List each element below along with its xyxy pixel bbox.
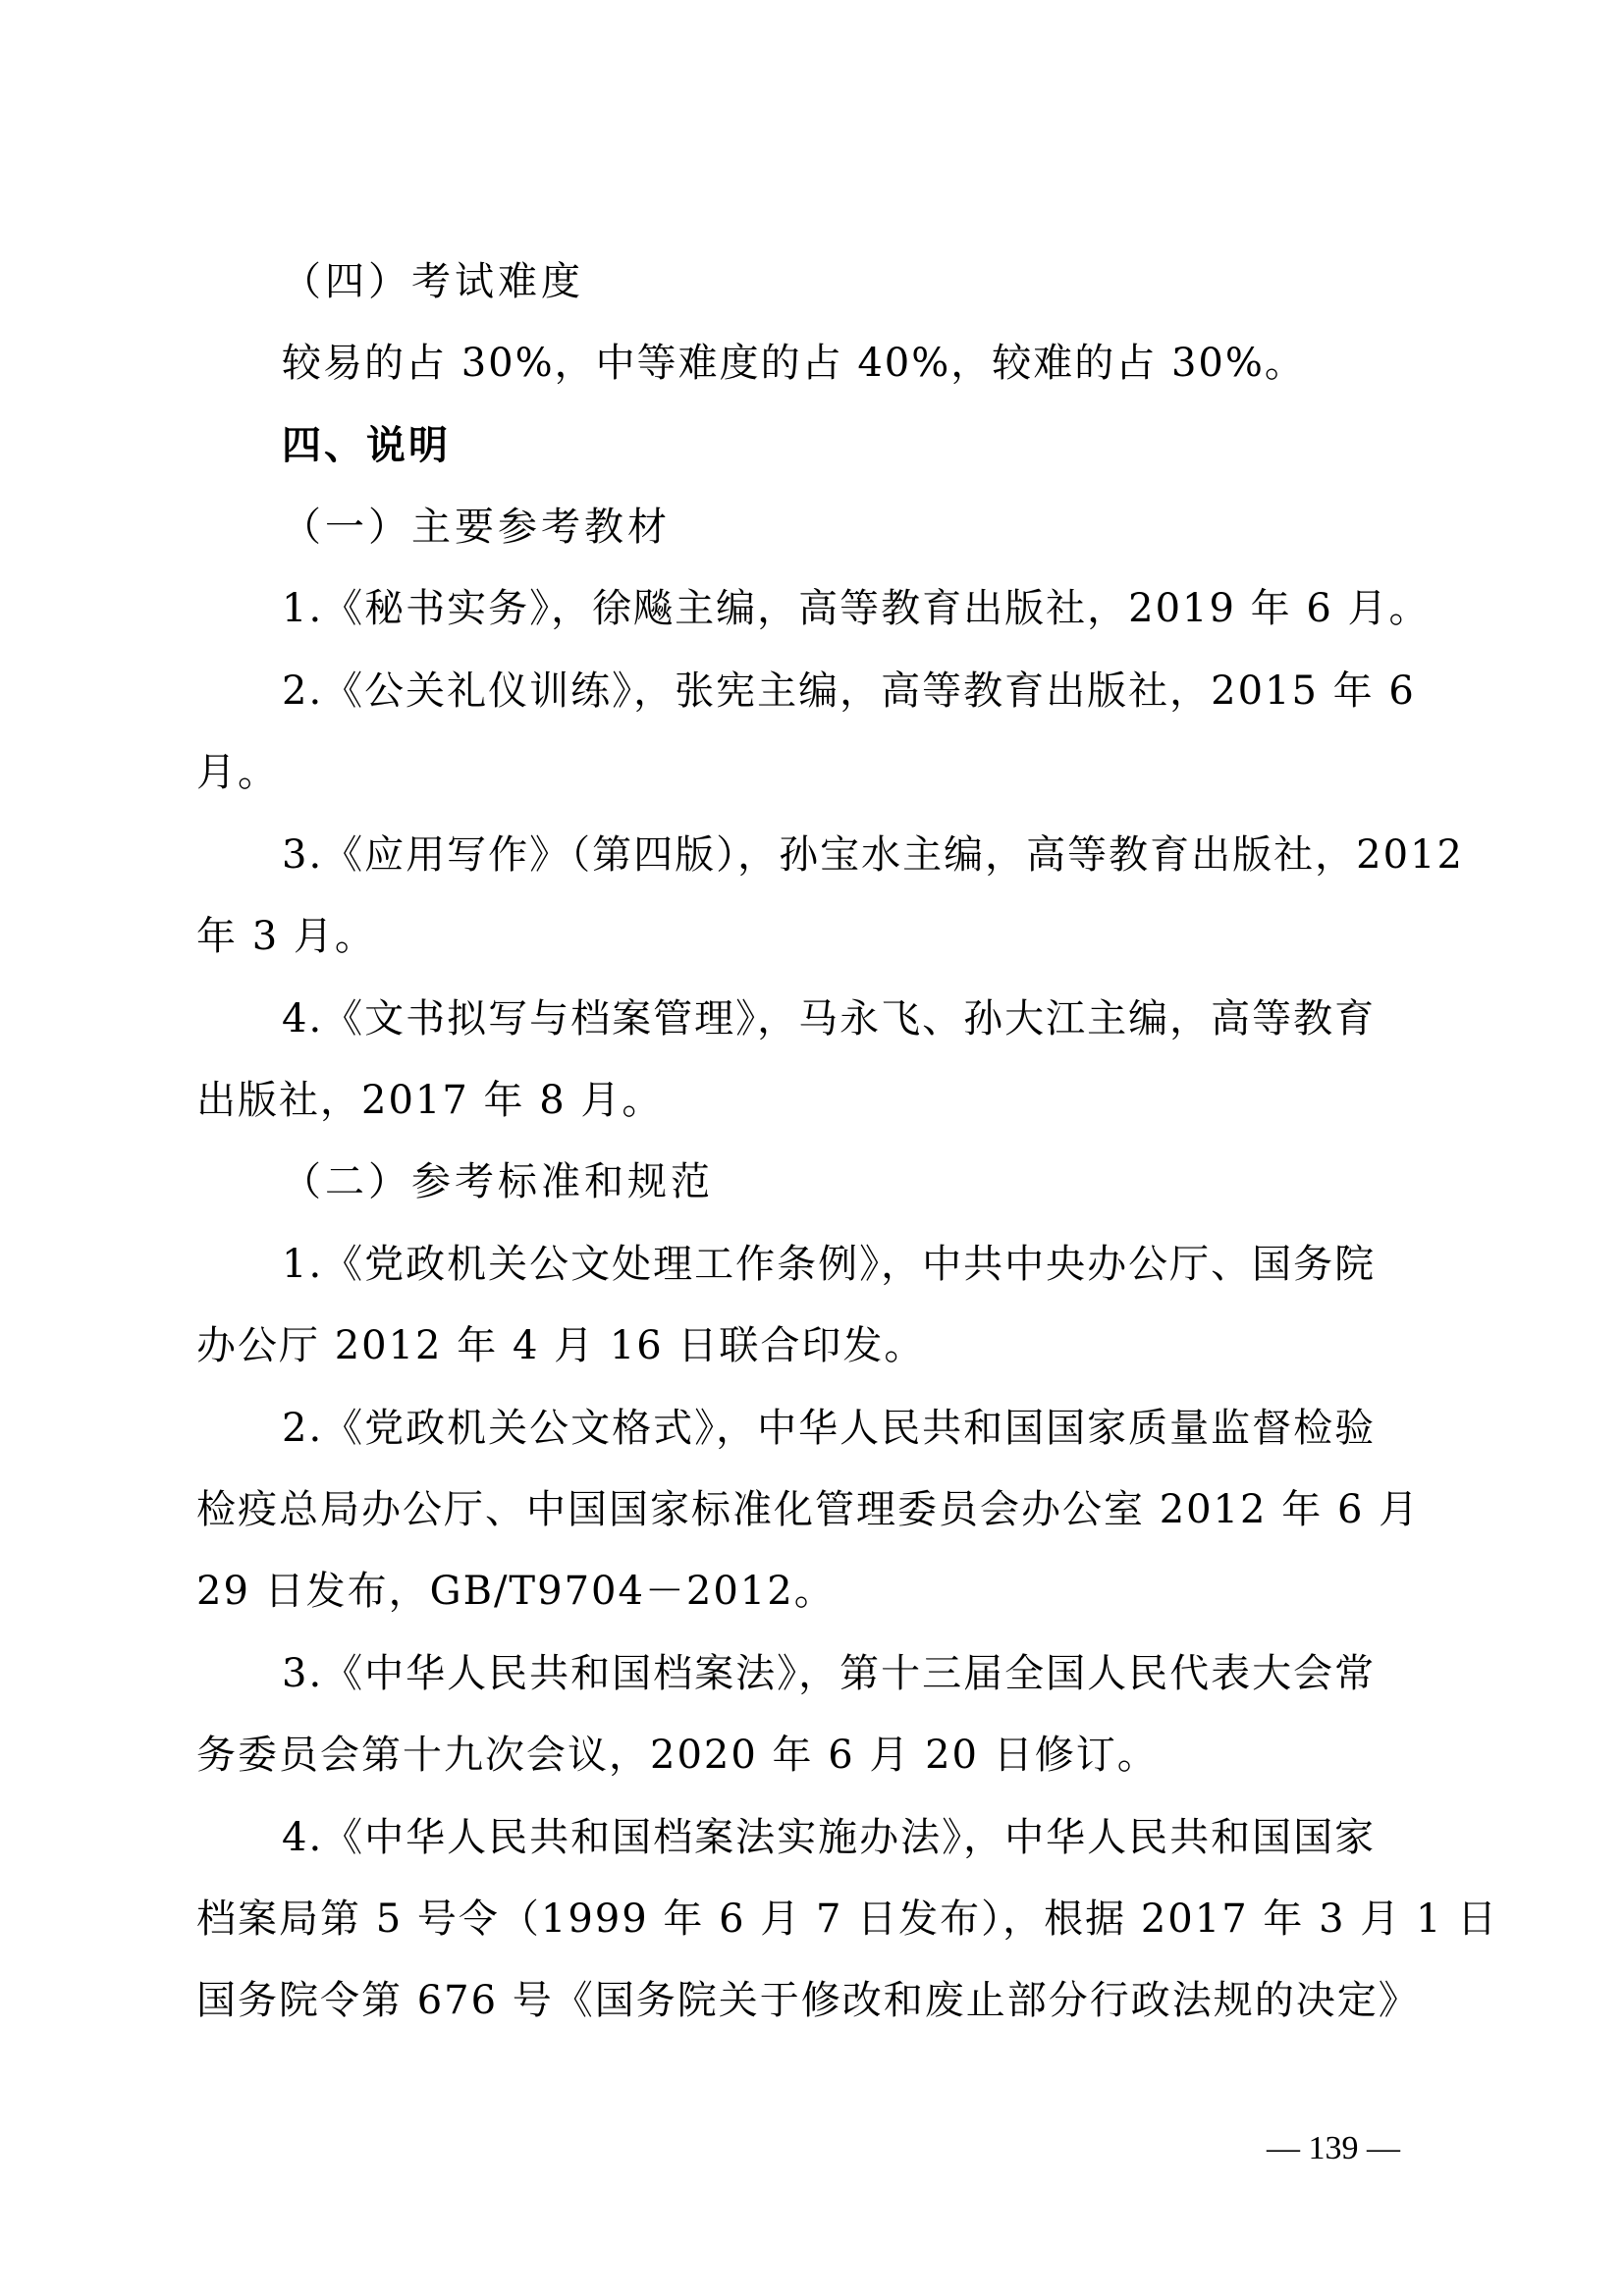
textbook-item-4-line-2: 出版社，2017 年 8 月。	[196, 1078, 664, 1123]
textbook-item-1-line-1: 1.《秘书实务》，徐飚主编，高等教育出版社，2019 年 6 月。	[282, 586, 1431, 631]
textbook-item-3-line-1: 3.《应用写作》（第四版），孙宝水主编，高等教育出版社，2012	[282, 832, 1464, 878]
standard-item-1-line-1: 1.《党政机关公文处理工作条例》，中共中央办公厅、国务院	[282, 1242, 1377, 1287]
standard-item-4-line-3: 国务院令第 676 号《国务院关于修改和废止部分行政法规的决定》	[196, 1978, 1420, 2023]
standard-item-3-line-2: 务委员会第十九次会议，2020 年 6 月 20 日修订。	[196, 1733, 1159, 1778]
page-number: — 139 —	[1267, 2130, 1400, 2166]
standard-item-3-line-1: 3.《中华人民共和国档案法》，第十三届全国人民代表大会常	[282, 1651, 1377, 1696]
standard-item-4-line-1: 4.《中华人民共和国档案法实施办法》，中华人民共和国国家	[282, 1815, 1377, 1860]
notes-heading: 四、说明	[282, 422, 451, 468]
textbooks-heading: （一）主要参考教材	[282, 505, 671, 550]
standard-item-2-line-1: 2.《党政机关公文格式》，中华人民共和国国家质量监督检验	[282, 1406, 1377, 1451]
textbook-item-4-line-1: 4.《文书拟写与档案管理》，马永飞、孙大江主编，高等教育	[282, 996, 1377, 1041]
difficulty-text: 较易的占 30%，中等难度的占 40%，较难的占 30%。	[282, 341, 1306, 386]
standards-heading: （二）参考标准和规范	[282, 1159, 714, 1204]
textbook-item-2-line-2: 月。	[196, 750, 279, 795]
textbook-item-3-line-2: 年 3 月。	[196, 914, 376, 959]
difficulty-heading: （四）考试难度	[282, 259, 584, 304]
textbook-item-2-line-1: 2.《公关礼仪训练》，张宪主编，高等教育出版社，2015 年 6	[282, 668, 1416, 714]
standard-item-2-line-2: 检疫总局办公厅、中国国家标准化管理委员会办公室 2012 年 6 月	[196, 1487, 1421, 1532]
standard-item-4-line-2: 档案局第 5 号令（1999 年 6 月 7 日发布），根据 2017 年 3 月 1 日	[196, 1896, 1499, 1942]
standard-item-2-line-3: 29 日发布，GB/T9704－2012。	[196, 1569, 836, 1614]
standard-item-1-line-2: 办公厅 2012 年 4 月 16 日联合印发。	[196, 1323, 926, 1368]
